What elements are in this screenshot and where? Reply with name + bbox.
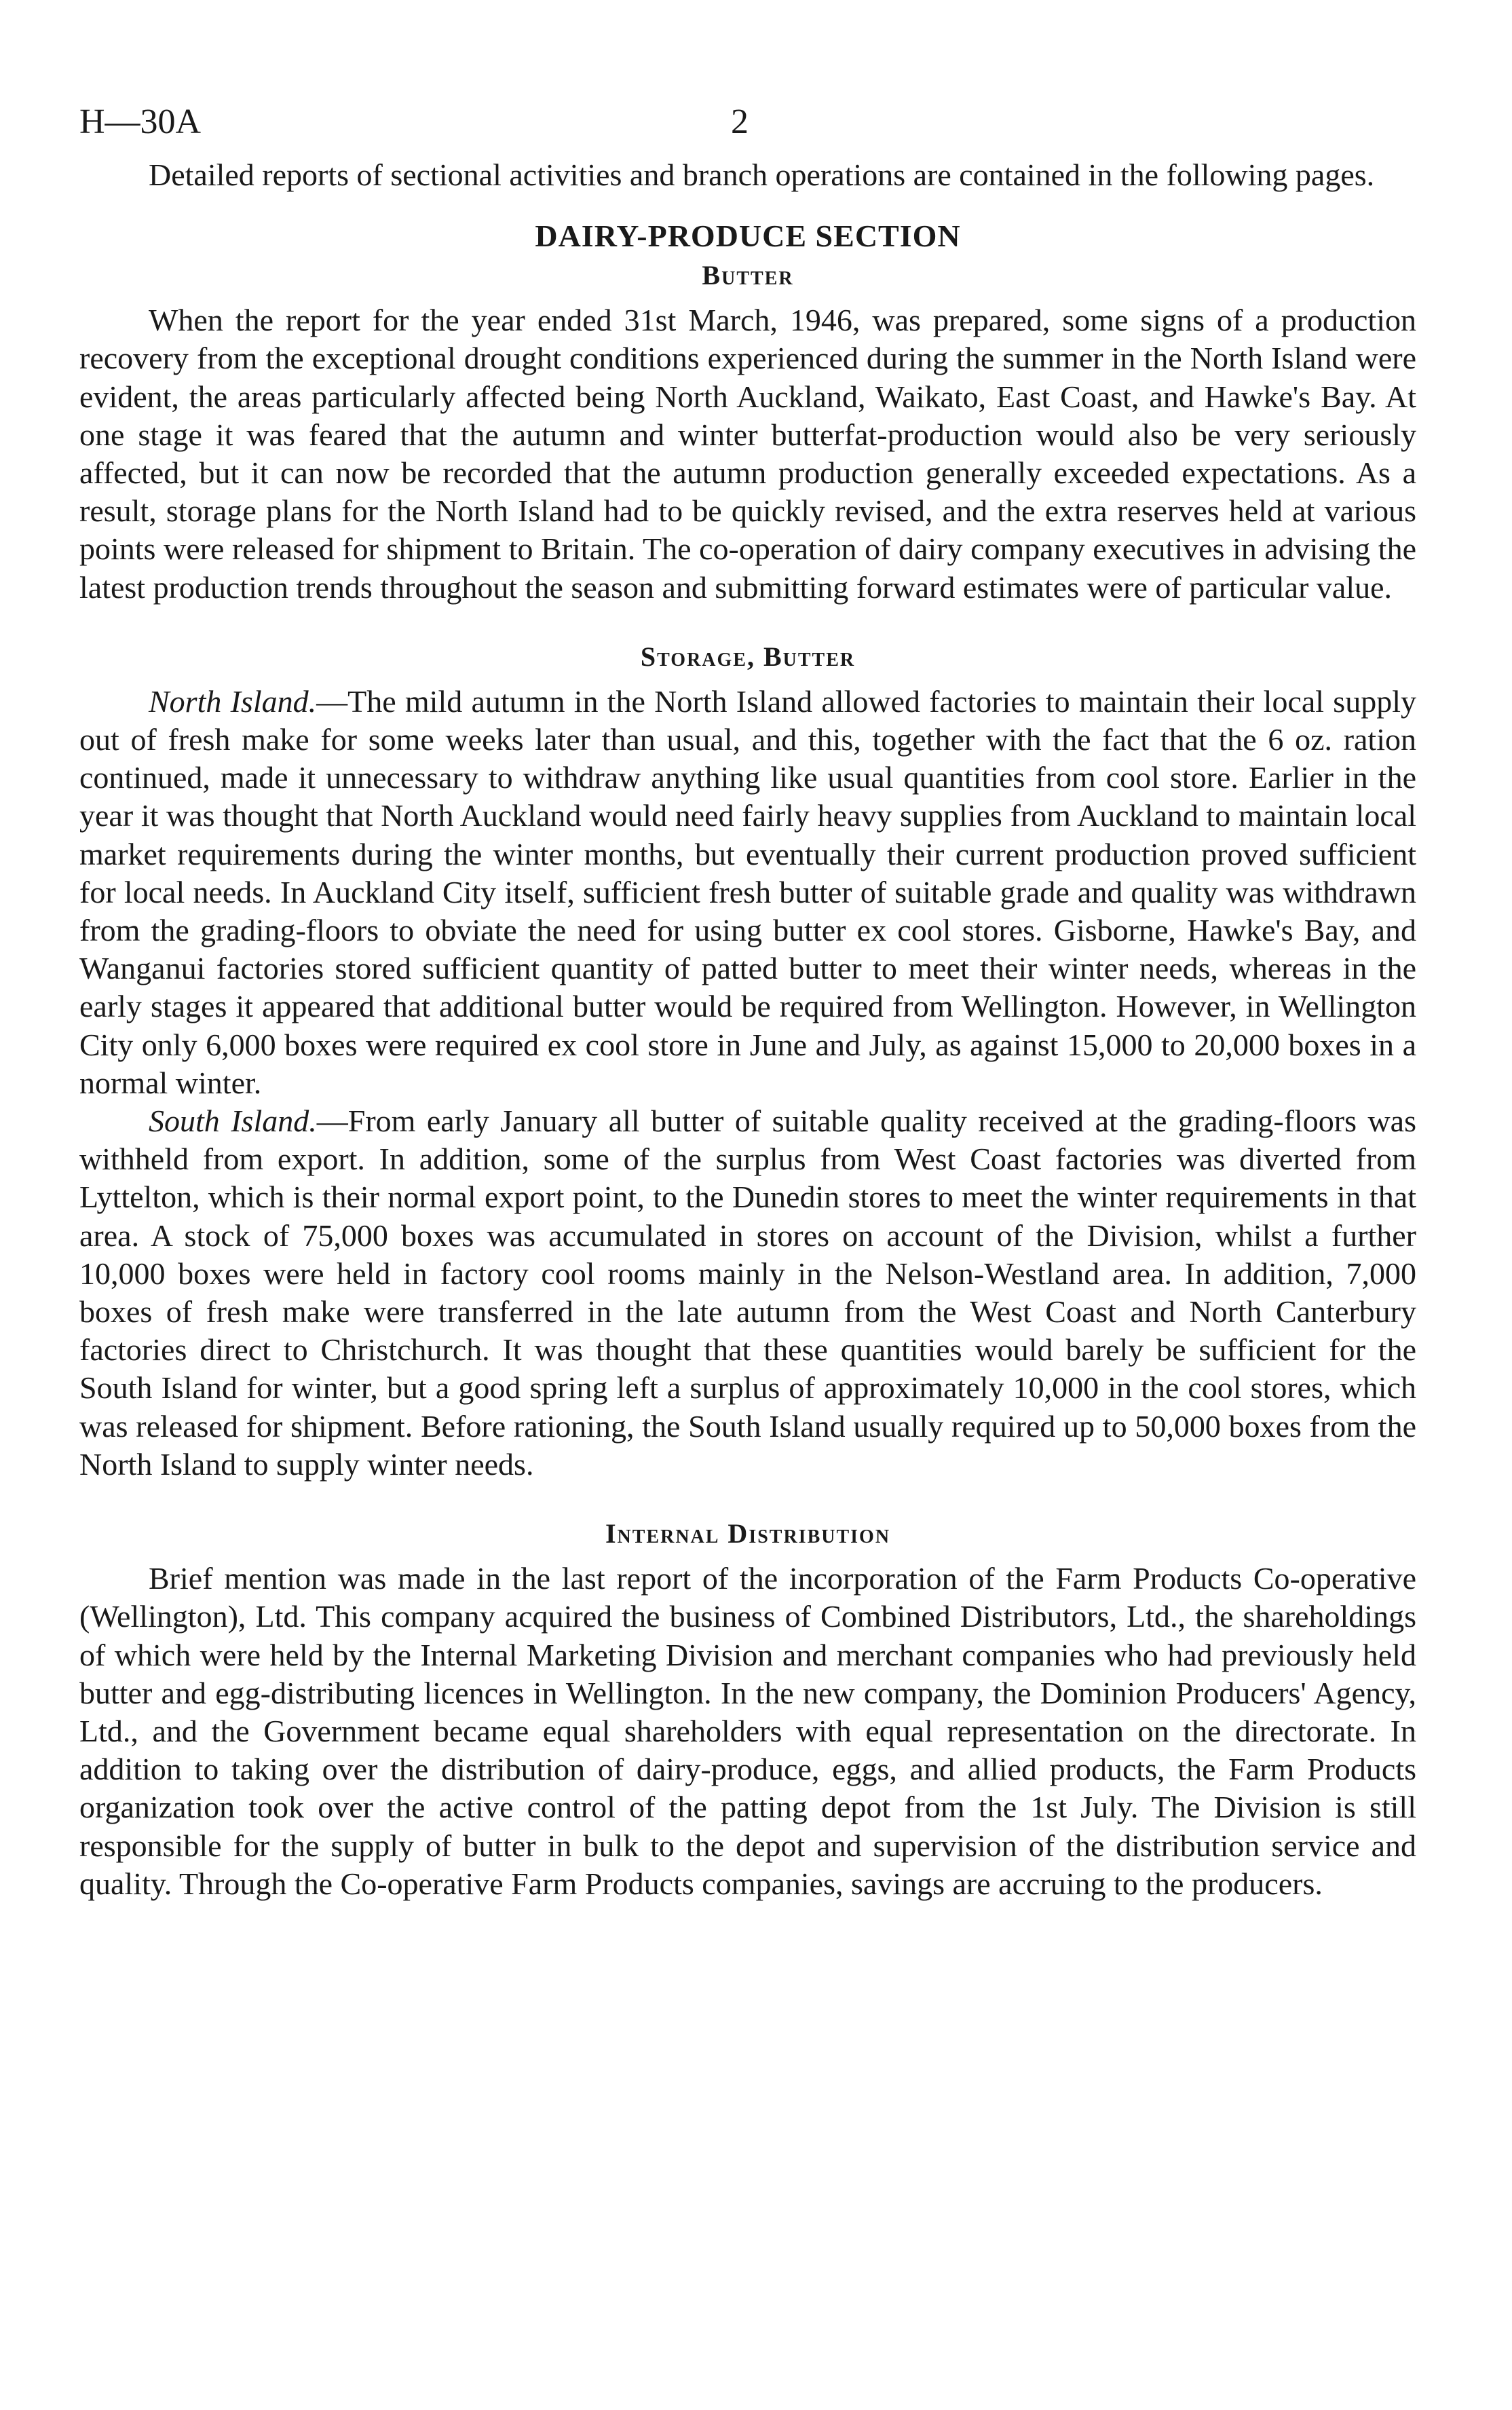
section-title: DAIRY-PRODUCE SECTION (535, 219, 961, 254)
butter-paragraph: When the report for the year ended 31st March, 1946, was prepared, some signs of a production recovery from the exceptional drought conditions experienced during the summer in the North Island were evident, the areas particularly affected being North Auckland, Waikato, East Coast, and Hawke's Bay. At one stage it was feared that the autumn and winter butterfat-production would also be very seriously affected, but it can now be recorded that the autumn production generally exceeded expectations. As a result, storage plans for the North Island had to be quickly revised, and the extra reserves held at various points were released for shipment to Britain. The co-operation of dairy company executives in advising the latest production trends throughout the season and submitting forward estimates were of particular value. (79, 303, 1416, 605)
south-island-text: —From early January all butter of suitable quality received at the grading-floors was withheld from export. In addition, some of the surplus from West Coast factories was diverted from Lyttelton, which is their normal export point, to the Dunedin stores to meet the winter requirements in that area. A stock of 75,000 boxes was accumulated in stores on account of the Division, whilst a further 10,000 boxes were held in factory cool rooms mainly in the Nelson-Westland area. In addition, 7,000 boxes of fresh make were transferred in the late autumn from the West Coast and North Canterbury factories direct to Christchurch. It was thought that these quantities would barely be sufficient for the South Island for winter, but a good spring left a surplus of approximately 10,000 in the cool stores, which was released for shipment. Before rationing, the South Island usually required up to 50,000 boxes from the North Island to supply winter needs. (79, 1104, 1417, 1482)
north-island-lead: North Island. (149, 683, 317, 719)
north-island-text: —The mild autumn in the North Island allowed factories to maintain their local supply out of fresh make for some weeks later than usual, and this, together with the fact that the 6 oz. ration continued, made it unnecessary to withdraw anything like usual quantities from cool store. Earlier in the year it was thought that North Auckland would need fairly heavy supplies from Auckland to maintain local market requirements during the winter months, but eventually their current production proved sufficient for local needs. In Auckland City itself, sufficient fresh butter of suitable grade and quality was withdrawn from the grading-floors to obviate the need for using butter ex cool stores. Gisborne, Hawke's Bay, and Wanganui factories stored sufficient quantity of patted butter to meet their winter needs, whereas in the early stages it appeared that additional butter would be required from Wellington. However, in Wellington City only 6,000 boxes were required ex cool store in June and July, as against 15,000 to 20,000 boxes in a normal winter. (79, 683, 1416, 1100)
north-island-paragraph (79, 683, 1416, 1102)
document-id: H—30A (79, 102, 202, 141)
south-island-lead: South Island. (149, 1104, 317, 1139)
running-header (79, 102, 1416, 156)
page-number: 2 (731, 102, 749, 141)
document-page (79, 102, 1416, 1903)
intro-paragraph: Detailed reports of sectional activities and branch operations are contained in the following pages. (149, 157, 1375, 192)
internal-distribution-paragraph: Brief mention was made in the last report of the incorporation of the Farm Products Co-operative (Wellington), Ltd. This company acquired the business of Combined Distributors, Ltd., the shareholdings of which were held by the Internal Marketing Division and merchant companies who had previously held butter and egg-distributing licences in Wellington. In the new company, the Dominion Producers' Agency, Ltd., and the Government became equal shareholders with equal representation on the directorate. In addition to taking over the distribution of dairy-produce, eggs, and allied products, the Farm Products organization took over the active control of the patting depot from the 1st July. The Division is still responsible for the supply of butter in bulk to the depot and supervision of the distribution service and quality. Through the Co-operative Farm Products companies, savings are accruing to the producers. (79, 1561, 1416, 1901)
storage-heading: Storage, Butter (640, 641, 856, 672)
internal-distribution-heading: Internal Distribution (605, 1518, 891, 1549)
south-island-paragraph (79, 1102, 1416, 1484)
butter-heading: Butter (702, 260, 794, 291)
